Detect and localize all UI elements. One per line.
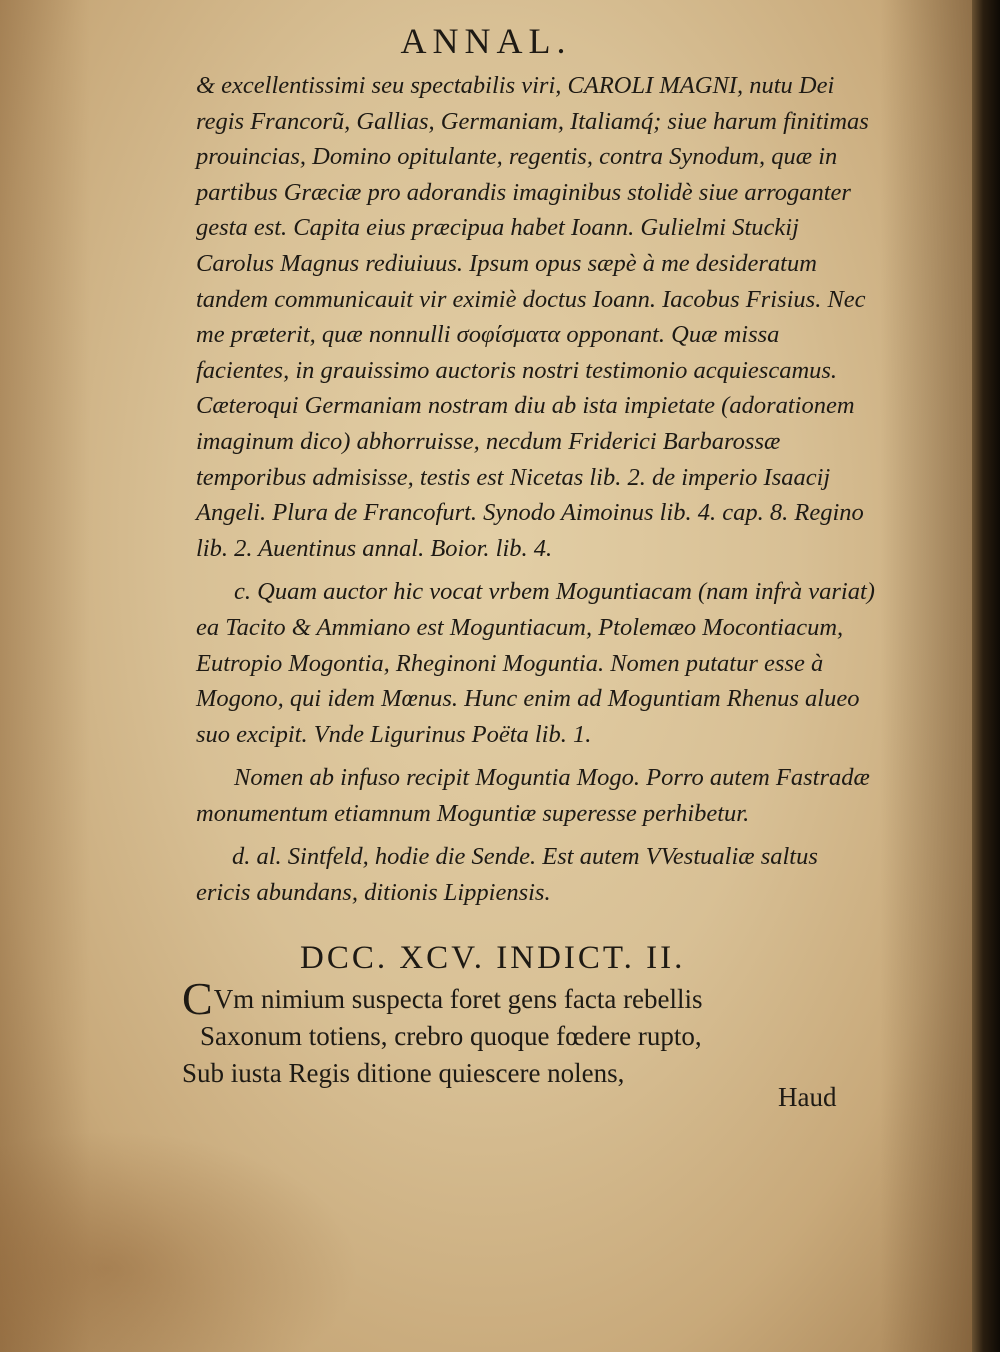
gutter-shadow	[880, 0, 972, 1352]
commentary-notes	[196, 68, 876, 919]
verse-line-text: Vm nimium suspecta foret gens facta rebellis	[213, 984, 703, 1014]
note-paragraph: d. al. Sintfeld, hodie die Sende. Est autem VVestualiæ saltus ericis abundans, ditionis Lippiensis.	[196, 843, 818, 907]
water-stain	[0, 1130, 360, 1352]
verse-line	[182, 973, 822, 1024]
book-spine	[972, 0, 1000, 1352]
catchword: Haud	[778, 1082, 837, 1112]
verse-line: Sub iusta Regis ditione quiescere nolens,	[182, 1058, 625, 1088]
running-head: ANNAL.	[400, 21, 572, 61]
note-quotation: Nomen ab infuso recipit Moguntia Mogo. Porro autem Fastradæ monumentum etiamnum Moguntiæ superesse perhibetur.	[196, 764, 870, 827]
note-paragraph: & excellentissimi seu spectabilis viri, CAROLI MAGNI, nutu Dei regis Francorũ, Gallias, Germaniam, Italiamq́; siue harum finitimas prouincias, Domino opitulante, regentis, contra Synodum, quæ in partibus Græciæ pro adorandis imaginibus stolidè siue arroganter gesta est. Capita eius præcipua habet Ioann. Gulielmi Stuckij Carolus Magnus rediuiuus. Ipsum opus sæpè à me desideratum tandem communicauit vir eximiè doctus Ioann. Iacobus Frisius. Nec me præterit, quæ nonnulli σοφίσματα opponant. Quæ missa facientes, in grauissimo auctoris nostri testimonio acquiescamus. Cæteroqui Germaniam nostram diu ab ista impietate (adorationem imaginum dico) abhorruisse, necdum Friderici Barbarossæ temporibus admisisse, testis est Nicetas lib. 2. de imperio Isaacij Angeli. Plura de Francofurt. Synodo Aimoinus lib. 4. cap. 8. Regino lib. 2. Auentinus annal. Boior. lib. 4.	[196, 72, 869, 562]
note-paragraph: c. Quam auctor hic vocat vrbem Moguntiacam (nam infrà variat) ea Tacito & Ammiano est Moguntiacum, Ptolemæo Mocontiacum, Eutropio Mogontia, Rheginoni Moguntia. Nomen putatur esse à Mogono, qui idem Mœnus. Hunc enim ad Moguntiam Rhenus alueo suo excipit. Vnde Ligurinus Poëta lib. 1.	[196, 578, 875, 748]
verse-line: Saxonum totiens, crebro quoque fœdere rupto,	[200, 1021, 702, 1051]
year-heading: DCC. XCV. INDICT. II.	[300, 940, 686, 976]
initial-capital: C	[182, 973, 213, 1024]
verse-block	[182, 973, 822, 1092]
